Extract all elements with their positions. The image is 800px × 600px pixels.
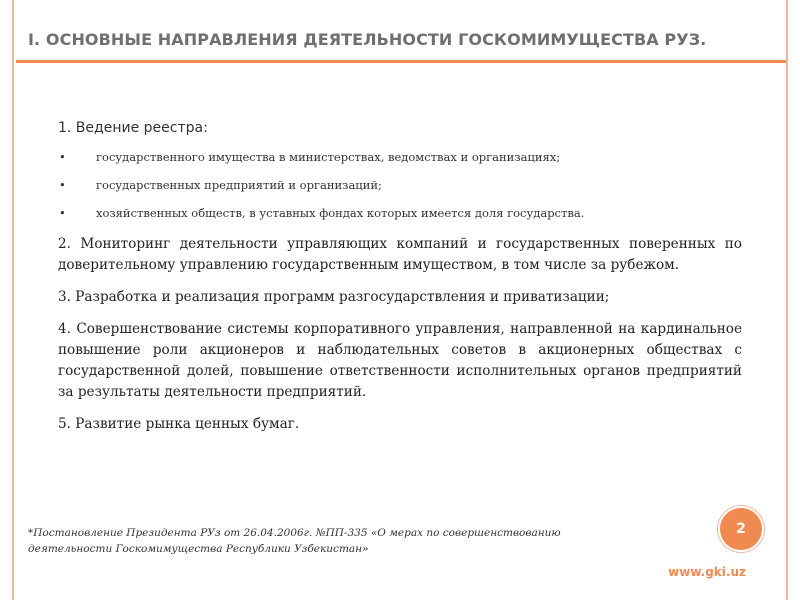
page-number-badge: 2 xyxy=(718,506,764,552)
list-item xyxy=(58,178,742,192)
registry-heading: 1. Ведение реестра: xyxy=(58,120,208,136)
bullet-icon: • xyxy=(59,206,66,220)
slide-border-left xyxy=(12,0,14,600)
list-item-text: хозяйственных обществ, в уставных фондах которых имеется доля государства. xyxy=(96,206,585,220)
paragraph-monitoring: 2. Мониторинг деятельности управляющих компаний и государственных поверенных по доверительному управлению государственным имуществом, в том числе за рубежом. xyxy=(58,236,742,273)
bullet-icon: • xyxy=(59,178,66,192)
footnote: *Постановление Президента РУз от 26.04.2006г. №ПП-335 «О мерах по совершенствованию деятельности Госкомимущества Республики Узбекистан» xyxy=(28,527,561,555)
bullet-icon: • xyxy=(59,150,66,164)
slide-border-right xyxy=(786,0,788,600)
paragraph-securities-market: 5. Развитие рынка ценных бумаг. xyxy=(58,416,300,432)
paragraph-corporate-governance: 4. Совершенствование системы корпоративного управления, направленной на кардинальное повышение роли акционеров и наблюдательных советов в акционерных обществах с государственной долей, повышение ответственности исполнительных органов предприятий за результаты деятельности предприятий. xyxy=(58,321,742,400)
list-item xyxy=(58,150,742,164)
list-item-text: государственных предприятий и организаций; xyxy=(96,178,382,192)
slide-title: I. ОСНОВНЫЕ НАПРАВЛЕНИЯ ДЕЯТЕЛЬНОСТИ ГОСКОМИМУЩЕСТВА РУЗ. xyxy=(28,30,707,49)
slide-content xyxy=(58,120,742,446)
title-underline xyxy=(16,60,786,63)
registry-list xyxy=(58,150,742,220)
list-item xyxy=(58,206,742,220)
website-link[interactable]: www.gki.uz xyxy=(668,565,746,579)
list-item-text: государственного имущества в министерствах, ведомствах и организациях; xyxy=(96,150,561,164)
paragraph-privatization: 3. Разработка и реализация программ разгосударствления и приватизации; xyxy=(58,289,610,305)
